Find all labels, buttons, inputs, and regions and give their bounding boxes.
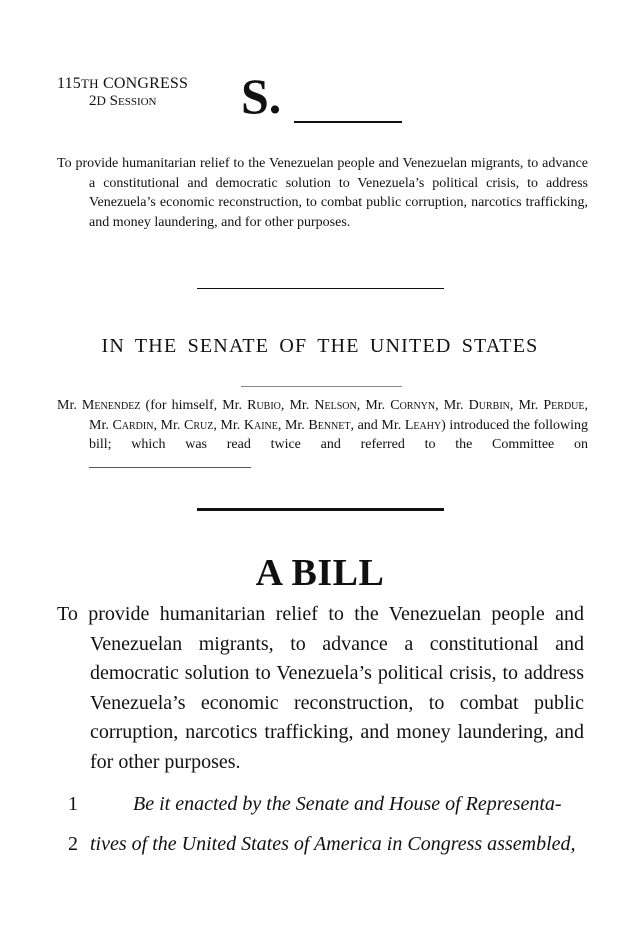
divider-rule-short (241, 386, 402, 387)
line-number: 1 (68, 793, 78, 815)
divider-rule (197, 288, 444, 289)
divider-rule-thick (197, 508, 444, 511)
sponsors-paragraph: Mr. Menendez (for himself, Mr. Rubio, Mr. Nelson, Mr. Cornyn, Mr. Durbin, Mr. Perdue, Mr. Cardin, Mr. Cruz, Mr. Kaine, Mr. Bennet, and Mr. Leahy) introduced the following bill; which was read twice and referred to the Committee on (57, 396, 588, 474)
congress-label: 115TH CONGRESS (57, 75, 189, 92)
chamber-heading: IN THE SENATE OF THE UNITED STATES (101, 335, 539, 357)
bill-number-blank (294, 121, 402, 123)
purpose-summary: To provide humanitarian relief to the Venezuelan people and Venezuelan migrants, to advance a constitutional and democratic solution to Venezuela’s political crisis, to address Venezuela’s economic reconstruction, to combat public corruption, narcotics trafficking, and money laundering, and for other purposes. (57, 156, 588, 230)
committee-blank (89, 455, 251, 468)
purpose-full: To provide humanitarian relief to the Venezuelan people and Venezuelan migrants, to advance a constitutional and democratic solution to Venezuela’s political crisis, to address Venezuela’s economic reconstruction, to combat public corruption, narcotics trafficking, and money laundering, and for other purposes. (57, 603, 584, 773)
bill-title: A BILL (255, 552, 385, 594)
line-number: 2 (68, 833, 78, 855)
session-label: 2D Session (89, 93, 157, 109)
enacting-clause-line: tives of the United States of America in Congress assembled, (90, 833, 576, 855)
bill-designation: S. (241, 68, 282, 124)
enacting-clause-line: Be it enacted by the Senate and House of Representa- (133, 793, 562, 815)
